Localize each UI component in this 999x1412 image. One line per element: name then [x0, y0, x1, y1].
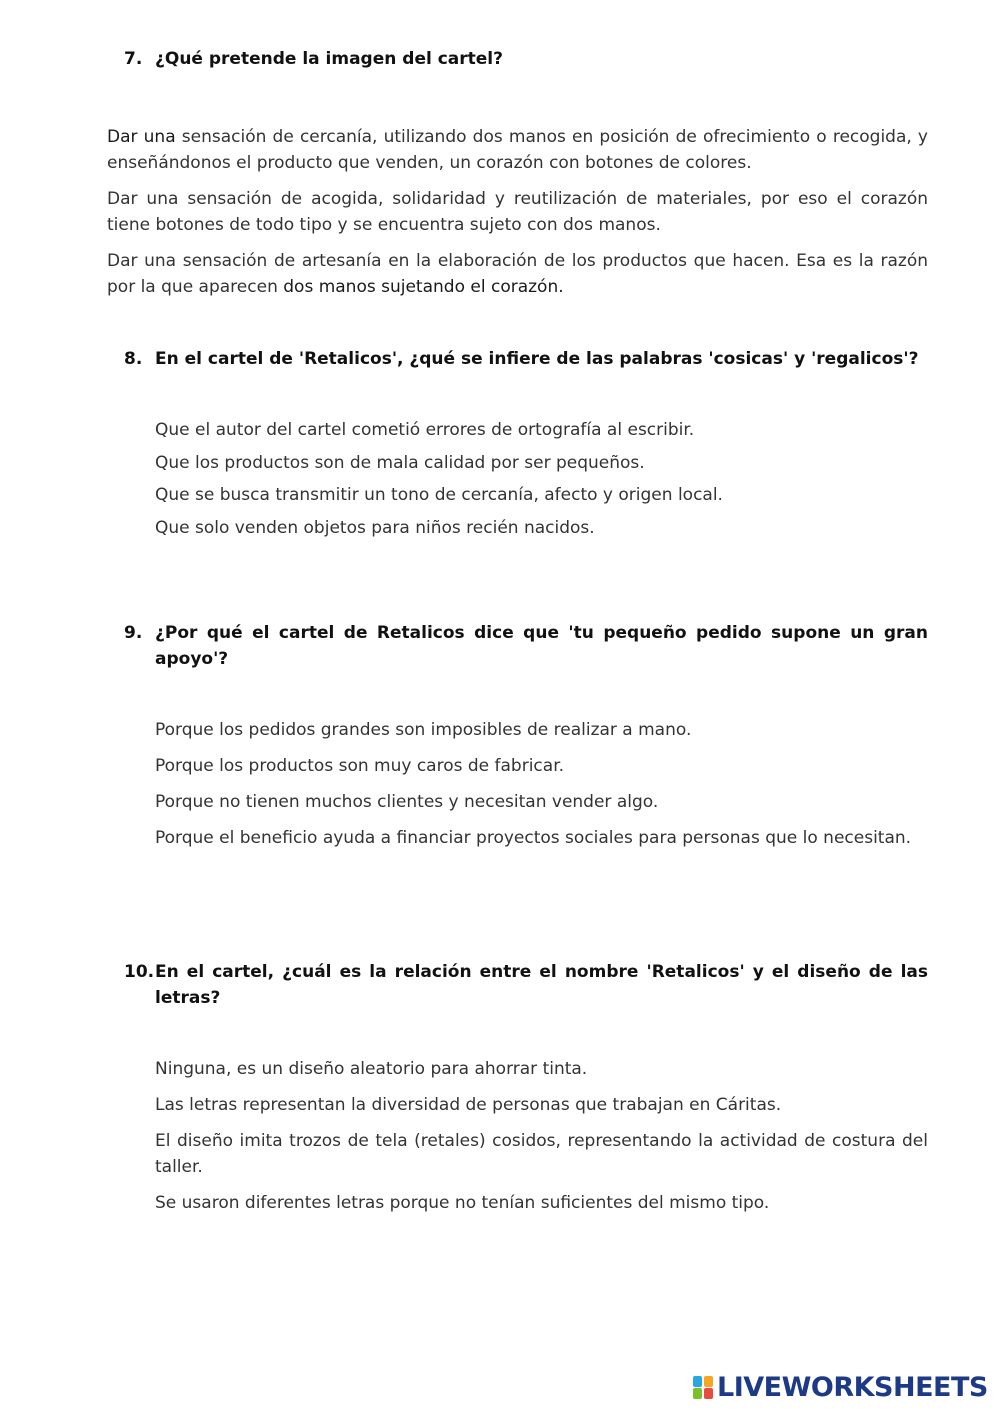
option-rest: sensación de cercanía, utilizando dos manos en posición de ofrecimiento o recogida, y enseñándonos el producto que venden, un corazón con botones de colores.	[107, 127, 928, 173]
logo-text: LIVEWORKSHEETS	[717, 1371, 988, 1403]
question-10-option-4[interactable]: Se usaron diferentes letras porque no tenían suficientes del mismo tipo.	[155, 1193, 770, 1213]
liveworksheets-logo[interactable]	[693, 1372, 988, 1402]
option-lead: Dar una	[107, 127, 176, 147]
question-number: 9.	[124, 623, 143, 643]
question-8-option-1[interactable]: Que el autor del cartel cometió errores de ortografía al escribir.	[155, 420, 695, 440]
question-10-option-1[interactable]: Ninguna, es un diseño aleatorio para ahorrar tinta.	[155, 1059, 588, 1079]
question-9-option-3[interactable]: Porque no tienen muchos clientes y necesitan vender algo.	[155, 792, 659, 812]
question-10-option-2[interactable]: Las letras representan la diversidad de personas que trabajan en Cáritas.	[155, 1095, 782, 1115]
question-number: 8.	[124, 349, 143, 369]
live-blocks-icon	[693, 1374, 715, 1400]
option-lead: Dar una sensación de artesanía en la elaboración de los productos que hacen. Esa es la razón por la que aparecen	[107, 251, 928, 297]
question-8-option-4[interactable]: Que solo venden objetos para niños recién nacidos.	[155, 518, 595, 538]
question-9-option-1[interactable]: Porque los pedidos grandes son imposibles de realizar a mano.	[155, 720, 692, 740]
question-7-title	[124, 46, 928, 72]
question-number: 10.	[124, 962, 155, 982]
question-text: En el cartel de 'Retalicos', ¿qué se infiere de las palabras 'cosicas' y 'regalicos'?	[155, 349, 919, 369]
question-8-option-2[interactable]: Que los productos son de mala calidad por ser pequeños.	[155, 453, 645, 473]
question-number: 7.	[124, 49, 143, 69]
question-text: ¿Qué pretende la imagen del cartel?	[155, 49, 503, 69]
option-rest: dos manos sujetando el corazón.	[283, 277, 564, 297]
question-9-option-2[interactable]: Porque los productos son muy caros de fabricar.	[155, 756, 565, 776]
question-9-option-4[interactable]: Porque el beneficio ayuda a financiar proyectos sociales para personas que lo necesitan.	[155, 828, 912, 848]
question-7-option-1[interactable]	[107, 124, 928, 176]
option-text: Dar una sensación de acogida, solidaridad y reutilización de materiales, por eso el corazón tiene botones de todo tipo y se encuentra sujeto con dos manos.	[107, 189, 928, 235]
question-8-title	[124, 346, 928, 372]
question-8-option-3[interactable]: Que se busca transmitir un tono de cercanía, afecto y origen local.	[155, 485, 723, 505]
question-9-title	[124, 620, 928, 672]
question-7-option-3[interactable]	[107, 248, 928, 300]
question-10-title	[124, 959, 928, 1011]
question-text: En el cartel, ¿cuál es la relación entre el nombre 'Retalicos' y el diseño de las letras?	[155, 962, 928, 1008]
question-10-option-3[interactable]: El diseño imita trozos de tela (retales) cosidos, representando la actividad de costura del taller.	[155, 1131, 928, 1177]
question-7-option-2[interactable]	[107, 186, 928, 238]
question-text: ¿Por qué el cartel de Retalicos dice que 'tu pequeño pedido supone un gran apoyo'?	[155, 623, 928, 669]
